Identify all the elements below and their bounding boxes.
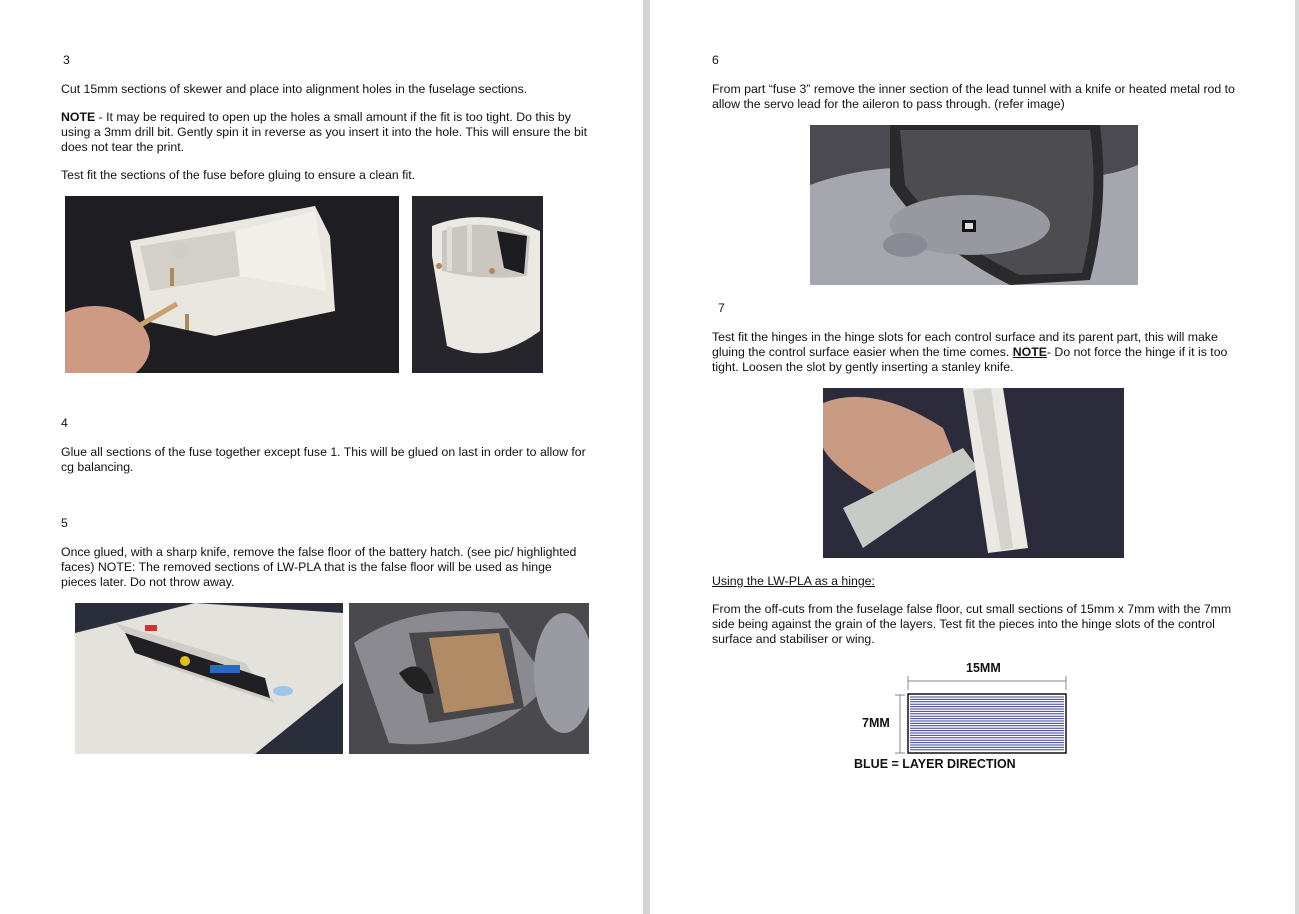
step-7-number: 7 bbox=[718, 301, 725, 315]
photo-fuse-alignment-skewers bbox=[65, 196, 399, 373]
step-6-number: 6 bbox=[712, 53, 719, 67]
hinge-rectangle bbox=[858, 660, 1088, 760]
step-5-number: 5 bbox=[61, 516, 68, 530]
step-7-text-part-a: Test fit the hinges in the hinge slots for each control surface and its parent part, this will make gluing the control surface easier when the time comes. bbox=[712, 330, 1218, 359]
note-label: NOTE bbox=[61, 110, 96, 124]
photo-3d-model-false-floor bbox=[349, 603, 589, 754]
hinge-heading bbox=[712, 574, 1012, 589]
step-4-number: 4 bbox=[61, 416, 68, 430]
hinge-heading-text: Using the LW-PLA as a hinge: bbox=[712, 574, 875, 588]
step-7-text-part-b: - Do not force the hinge if it is too tight. Loosen the slot by gently inserting a stanley knife. bbox=[712, 345, 1228, 374]
note-label: NOTE bbox=[1012, 345, 1047, 359]
step-3-test-fit: Test fit the sections of the fuse before gluing to ensure a clean fit. bbox=[61, 168, 416, 182]
step-4-text: Glue all sections of the fuse together except fuse 1. This will be glued on last in order to allow for cg balancing. bbox=[61, 445, 586, 474]
page-left bbox=[0, 0, 643, 914]
step-3-note bbox=[61, 110, 591, 155]
page-gutter bbox=[643, 0, 650, 914]
step-3-number: 3 bbox=[63, 53, 70, 67]
note-text: - It may be required to open up the holes a small amount if the fit is too tight. Do this by using a 3mm drill bit. Gently spin it in reverse as you insert it into the hole. This will ensure the bit does not tear the print. bbox=[61, 110, 588, 154]
photo-battery-hatch bbox=[75, 603, 343, 754]
height-label: 7MM bbox=[862, 716, 890, 730]
diagram-caption: BLUE = LAYER DIRECTION bbox=[854, 757, 1016, 771]
step-6-text: From part “fuse 3” remove the inner section of the lead tunnel with a knife or heated metal rod to allow the servo lead for the aileron to pass through. (refer image) bbox=[712, 82, 1235, 111]
hinge-text: From the off-cuts from the fuselage false floor, cut small sections of 15mm x 7mm with the 7mm side being against the grain of the layers. Test fit the pieces into the hinge slots of the control surface and stabiliser or wing. bbox=[712, 602, 1232, 646]
photo-fuse-section bbox=[412, 196, 543, 373]
step-3-text: Cut 15mm sections of skewer and place into alignment holes in the fuselage sections. bbox=[61, 82, 528, 96]
page-right bbox=[650, 0, 1295, 914]
hinge-diagram bbox=[854, 660, 1088, 775]
photo-hinge-test-fit bbox=[823, 388, 1124, 558]
step-5-text: Once glued, with a sharp knife, remove the false floor of the battery hatch. (see pic/ highlighted faces) NOTE: The removed sections of LW-PLA that is the false floor will be used as hinge pieces later. Do not throw away. bbox=[61, 545, 577, 589]
step-7-text bbox=[712, 330, 1242, 375]
width-label: 15MM bbox=[966, 661, 1001, 675]
photo-lead-tunnel-render bbox=[810, 125, 1138, 285]
